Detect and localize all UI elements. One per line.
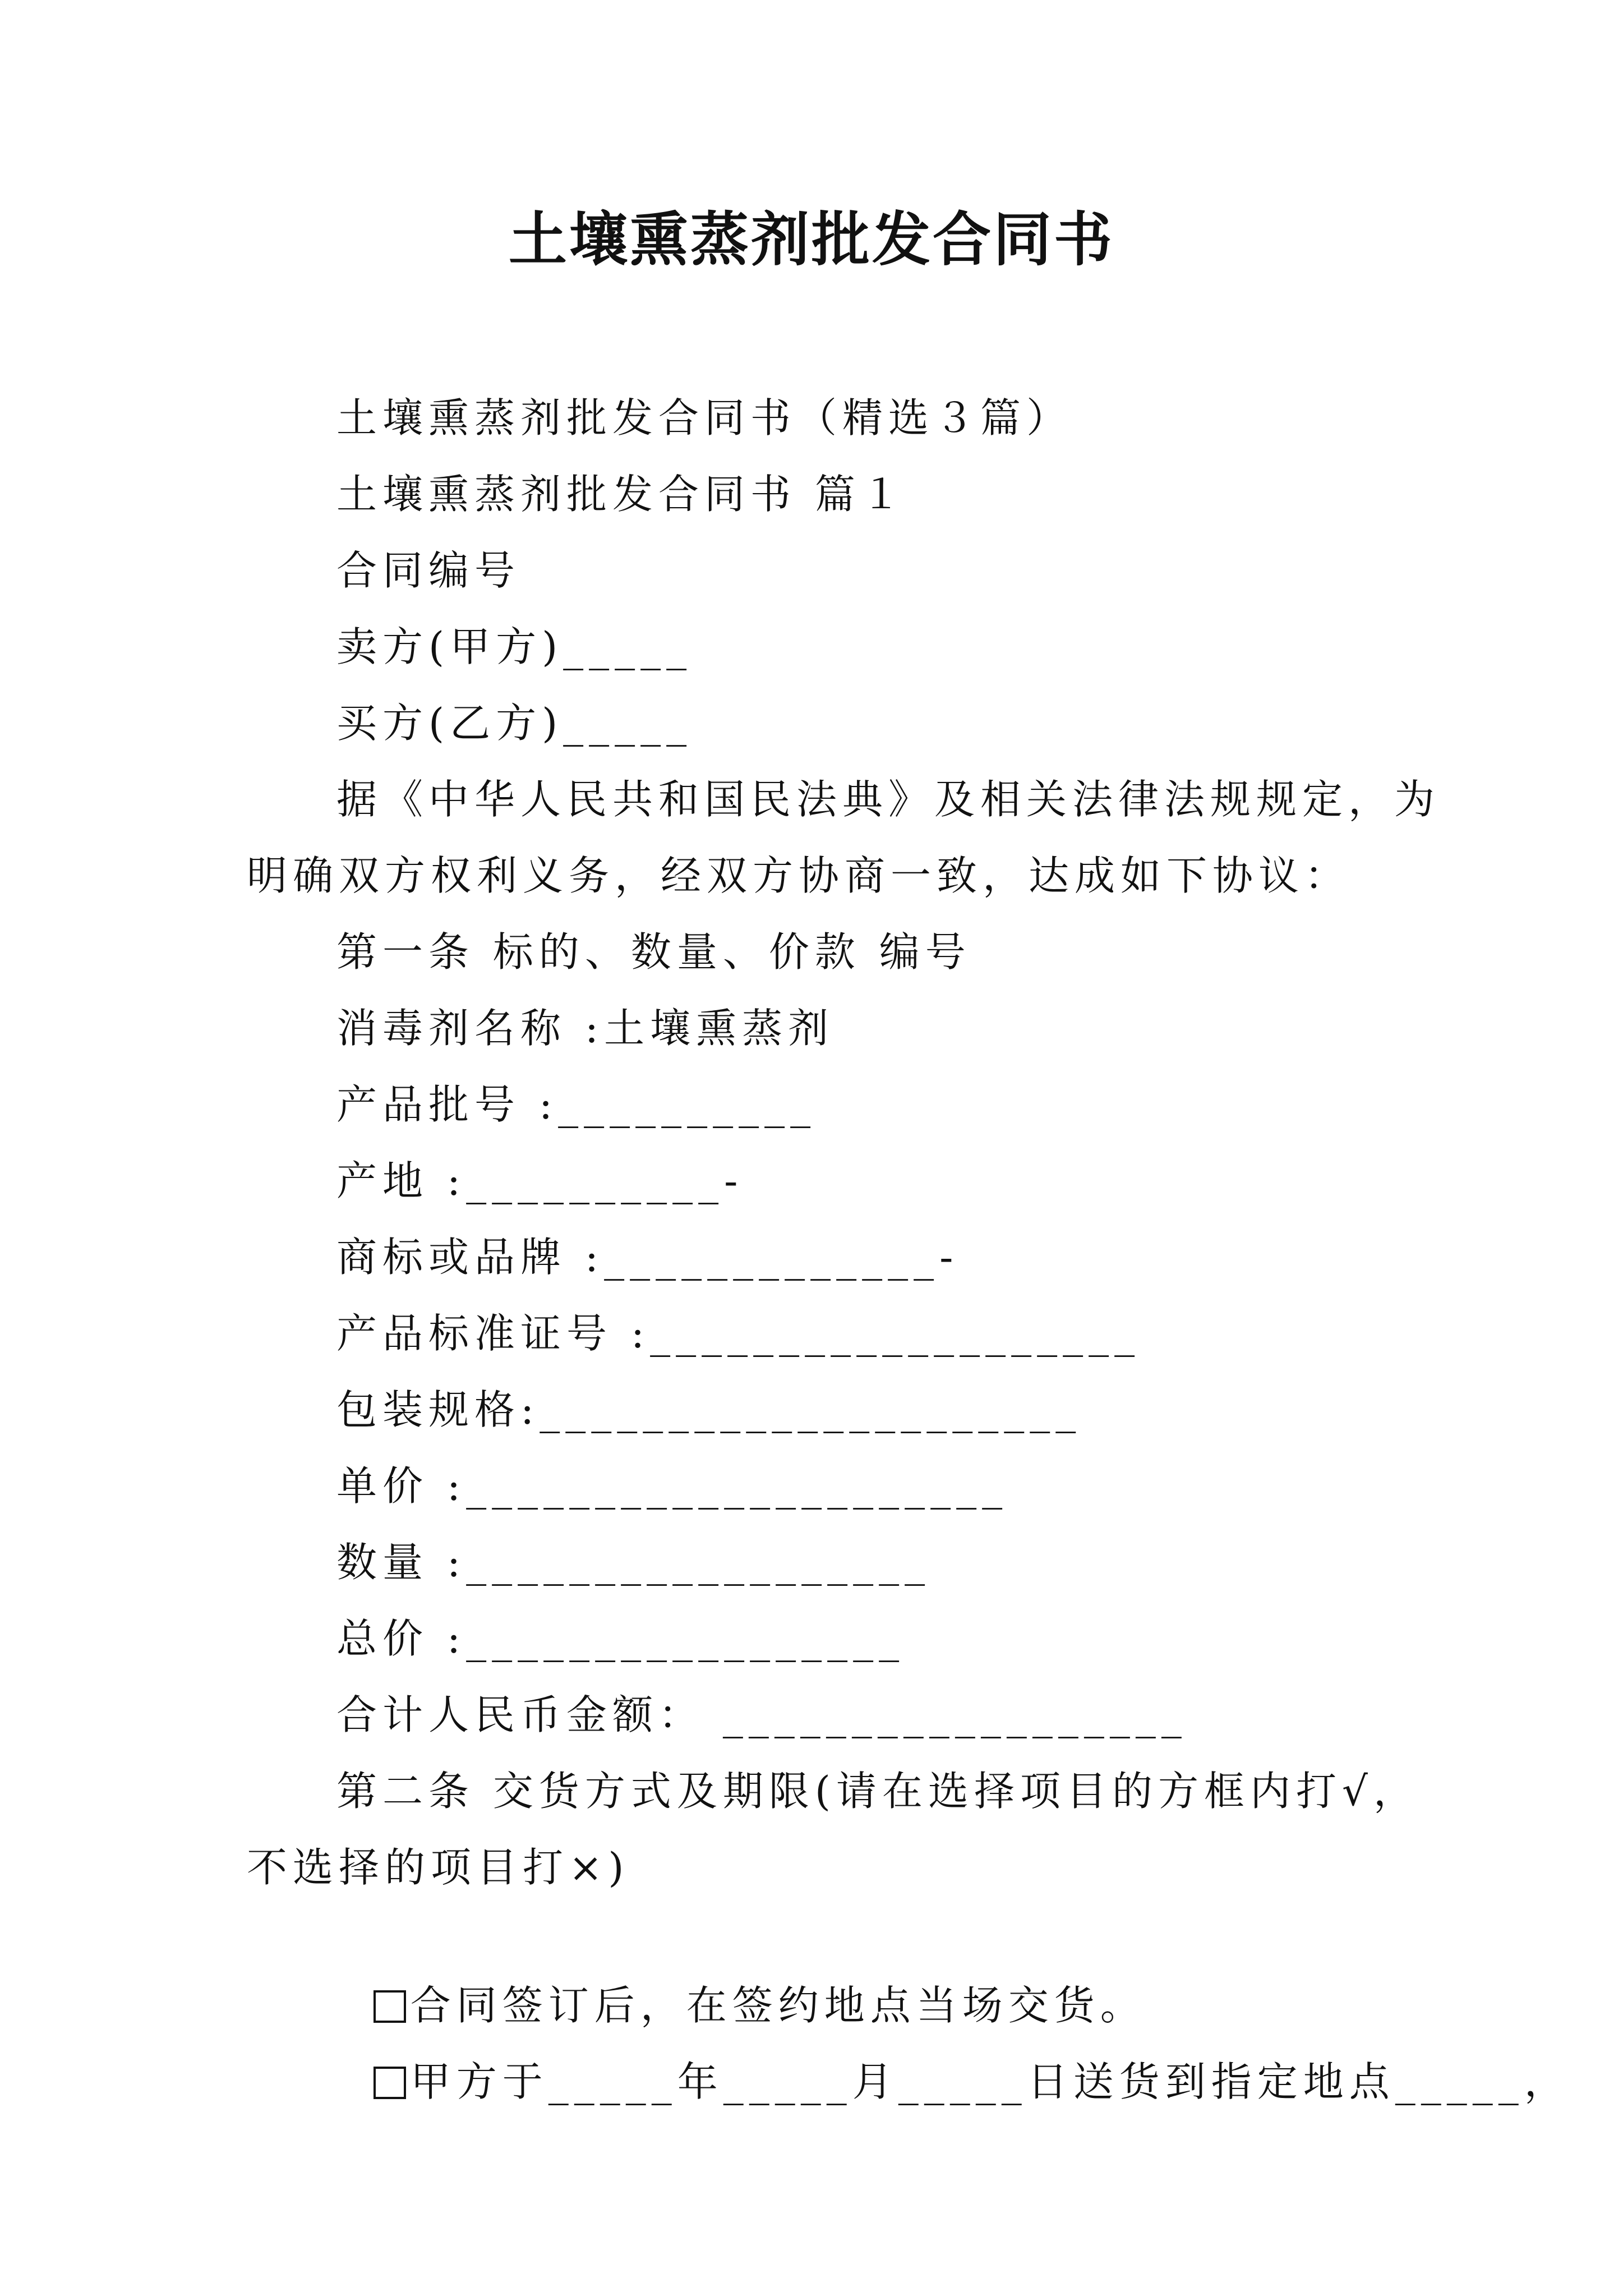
total-price-field: 总价 :_________________	[336, 1615, 905, 1662]
origin-field: 产地 :__________-	[336, 1157, 744, 1204]
article-1-heading: 第一条 标的、数量、价款 编号	[336, 928, 971, 976]
article-2-line-1: 第二条 交货方式及期限(请在选择项目的方框内打√，	[336, 1768, 1419, 1815]
preamble-line-2: 明确双方权利义务，经双方协商一致，达成如下协议：	[247, 852, 1351, 899]
disinfectant-name-field: 消毒剂名称 :土壤熏蒸剂	[336, 1005, 834, 1052]
section-heading: 土壤熏蒸剂批发合同书 篇１	[336, 471, 907, 518]
packaging-field: 包装规格:_____________________	[336, 1386, 1082, 1433]
document-title: 土壤熏蒸剂批发合同书	[508, 205, 1114, 274]
contract-number-label: 合同编号	[336, 547, 521, 594]
unit-price-field: 单价 :_____________________	[336, 1462, 1008, 1510]
delivery-option-2	[336, 1989, 1570, 2113]
standard-number-field: 产品标准证号 :___________________	[336, 1310, 1141, 1357]
batch-number-field: 产品批号 :__________	[336, 1081, 817, 1128]
total-rmb-field: 合计人民币金额： __________________	[336, 1691, 1187, 1738]
seller-field: 卖方(甲方)_____	[336, 623, 693, 670]
buyer-field: 买方(乙方)_____	[336, 700, 693, 747]
subtitle: 土壤熏蒸剂批发合同书（精选３篇）	[336, 394, 1073, 441]
checkbox-option-2[interactable]	[374, 2067, 406, 2099]
article-2-line-2: 不选择的项目打×)	[247, 1844, 630, 1891]
preamble-line-1: 据《中华人民共和国民法典》及相关法律法规规定，为	[336, 776, 1441, 823]
delivery-option-1-text: 合同签订后，在签约地点当场交货。	[410, 1982, 1146, 2029]
brand-field: 商标或品牌 :_____________-	[336, 1234, 959, 1281]
delivery-option-2-text: 甲方于_____年_____月_____日送货到指定地点_____，	[410, 2058, 1570, 2105]
quantity-field: 数量 :__________________	[336, 1539, 931, 1586]
